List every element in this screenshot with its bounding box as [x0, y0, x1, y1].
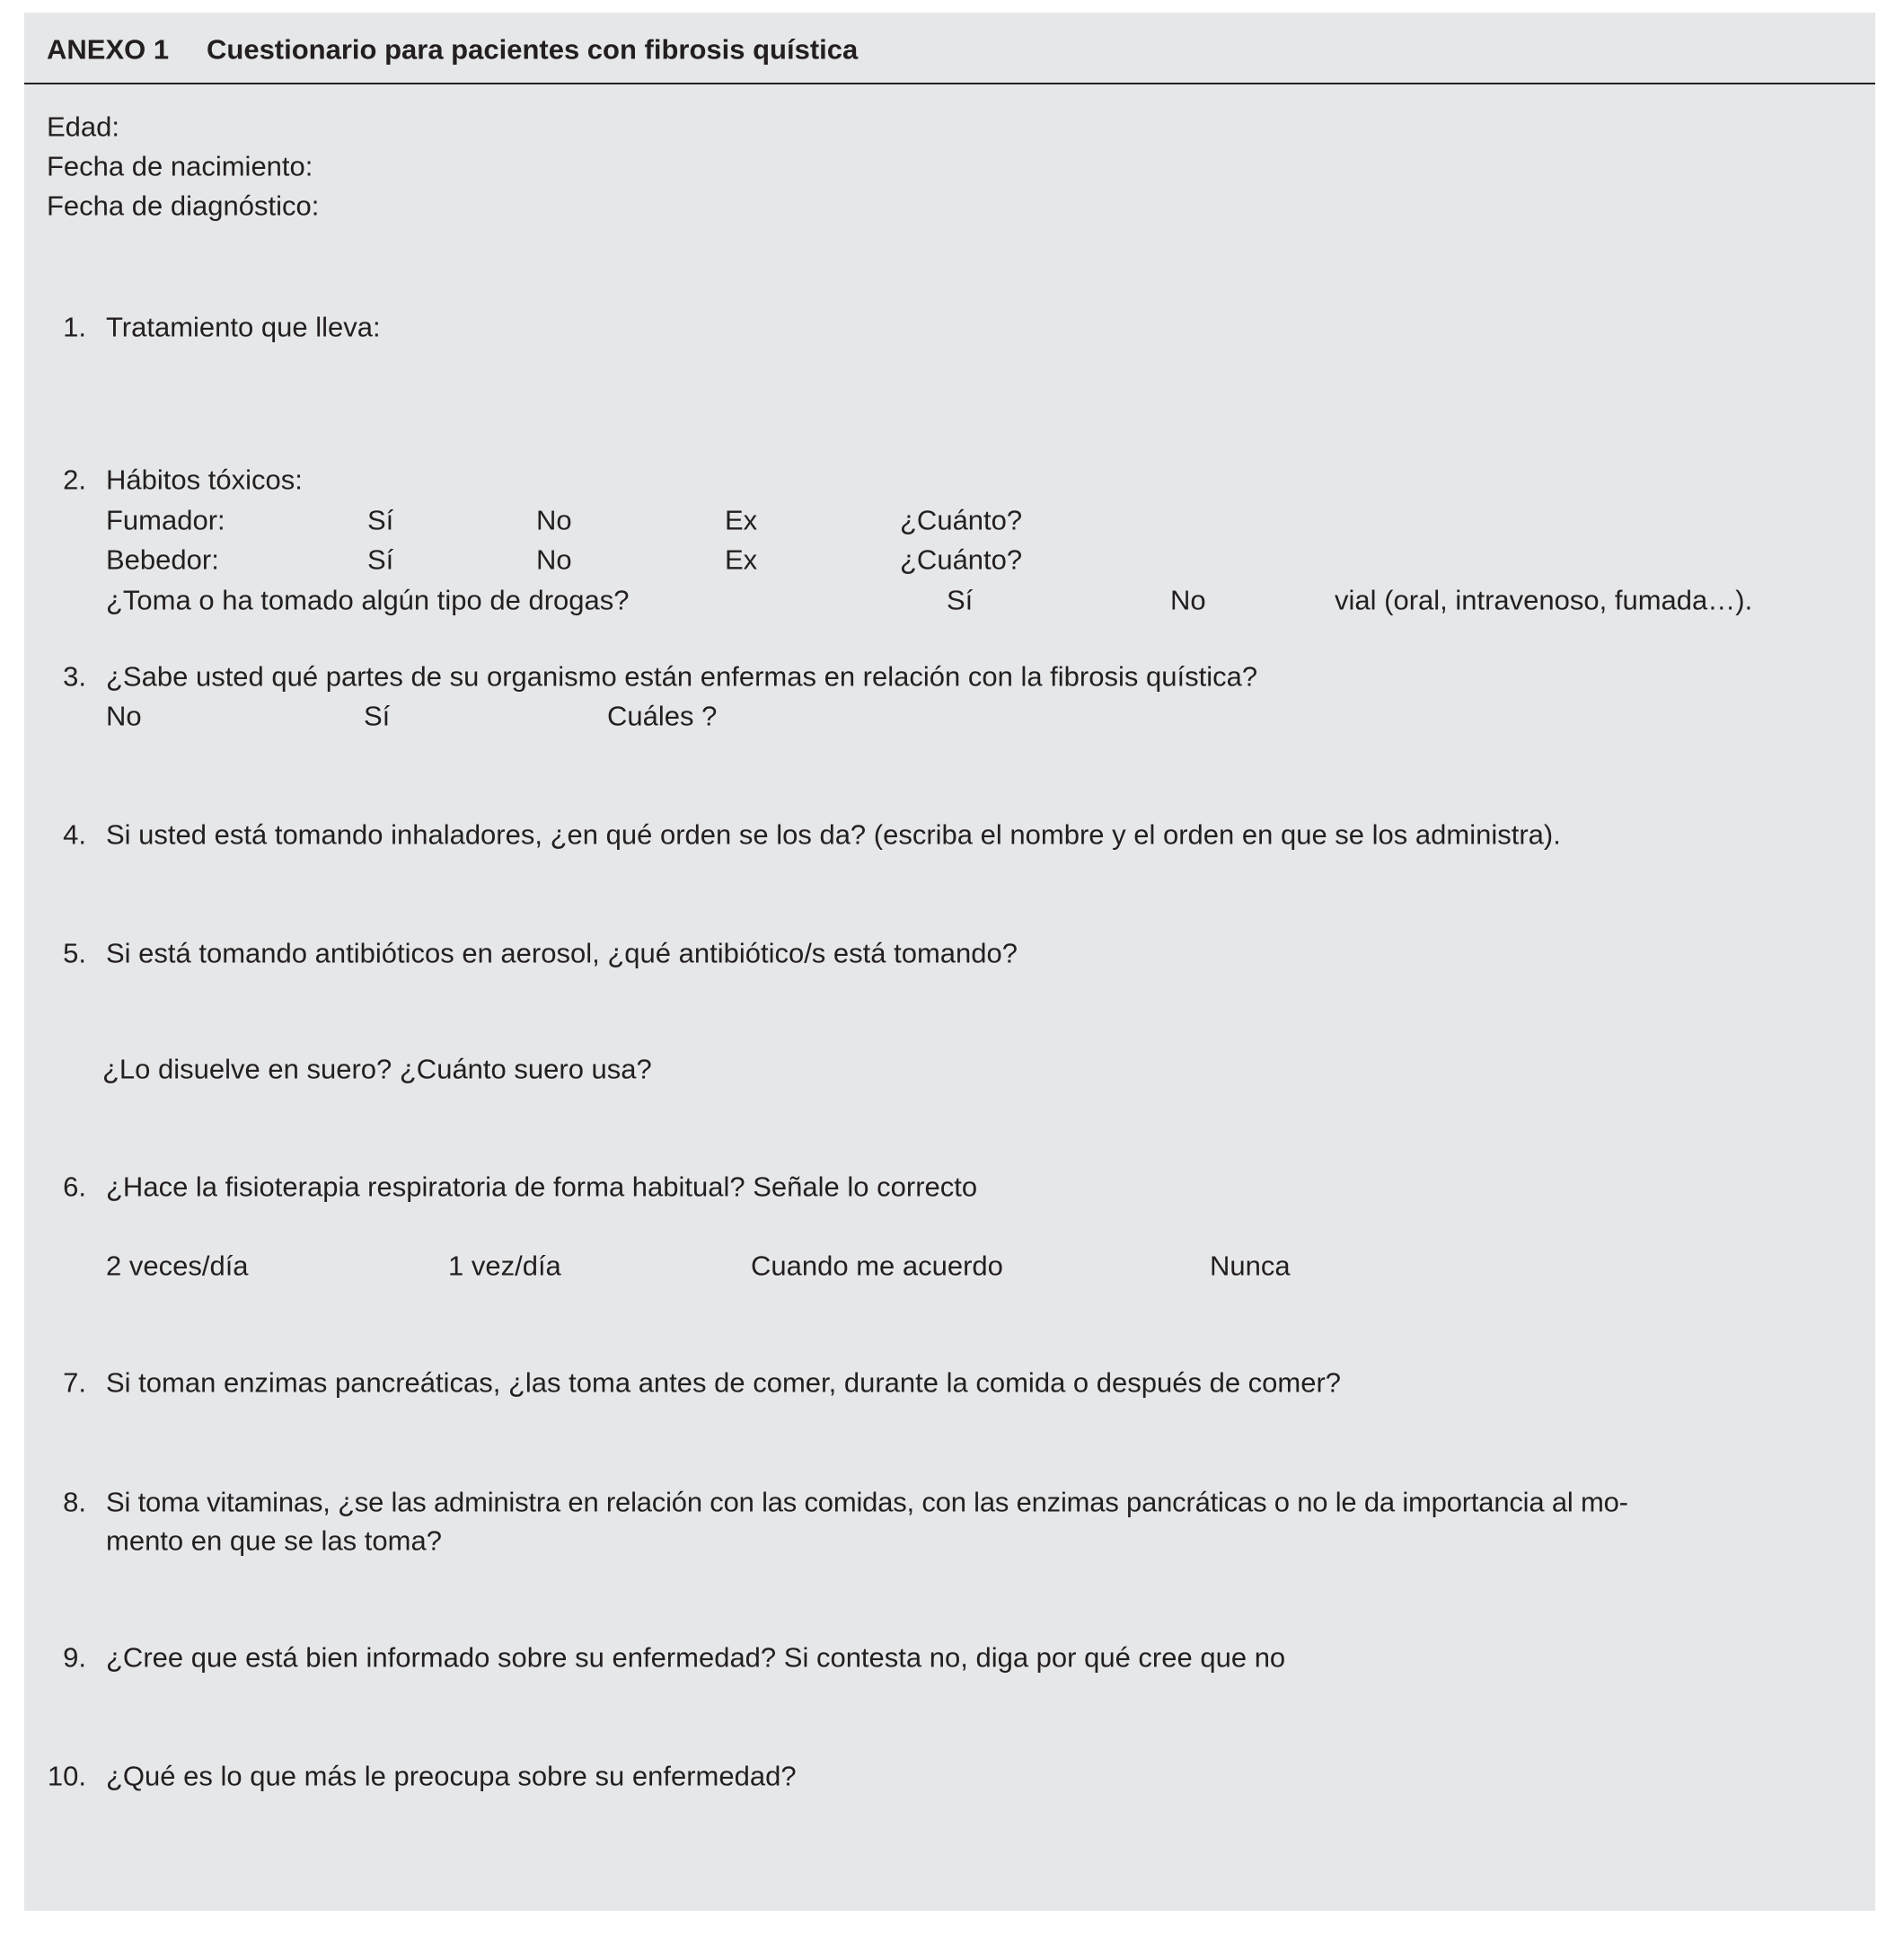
- question-5: Si está tomando antibióticos en aerosol, ¿qué antibiótico/s está tomando?: [106, 937, 1018, 969]
- drinker-label: Bebedor:: [106, 543, 219, 576]
- question-number: 3.: [63, 660, 86, 693]
- question-number: 7.: [63, 1366, 86, 1399]
- q3-which: Cuáles ?: [607, 700, 718, 732]
- question-number: 4.: [63, 818, 86, 851]
- question-4: Si usted está tomando inhaladores, ¿en qué orden se los da? (escriba el nombre y el orden en que se los administra).: [106, 818, 1561, 851]
- question-number: 2.: [63, 464, 86, 496]
- question-5-sub: ¿Lo disuelve en suero? ¿Cuánto suero usa?: [102, 1053, 652, 1085]
- page-title: Cuestionario para pacientes con fibrosis quística: [207, 33, 859, 66]
- field-diagnosis-date: Fecha de diagnóstico:: [47, 190, 320, 222]
- q3-yes: Sí: [364, 700, 391, 732]
- drinker-ex: Ex: [725, 543, 758, 576]
- drugs-route: vial (oral, intravenoso, fumada…).: [1335, 584, 1753, 616]
- question-1: Tratamiento que lleva:: [106, 311, 381, 343]
- annex-label: ANEXO 1: [47, 33, 170, 66]
- smoker-how-much: ¿Cuánto?: [900, 504, 1023, 536]
- question-8-line-1: Si toma vitaminas, ¿se las administra en relación con las comidas, con las enzimas pancráticas o no le da importancia al mo-: [106, 1486, 1628, 1518]
- q6-option: Cuando me acuerdo: [751, 1250, 1003, 1282]
- question-10: ¿Qué es lo que más le preocupa sobre su enfermedad?: [106, 1760, 797, 1792]
- smoker-ex: Ex: [725, 504, 758, 536]
- smoker-no: No: [536, 504, 572, 536]
- field-age: Edad:: [47, 110, 120, 143]
- question-9: ¿Cree que está bien informado sobre su enfermedad? Si contesta no, diga por qué cree que no: [106, 1641, 1286, 1674]
- drinker-no: No: [536, 543, 572, 576]
- q6-option: 1 vez/día: [448, 1250, 561, 1282]
- smoker-label: Fumador:: [106, 504, 225, 536]
- q6-option: Nunca: [1210, 1250, 1291, 1282]
- question-8-line-2: mento en que se las toma?: [106, 1524, 442, 1557]
- question-number: 10.: [47, 1760, 86, 1792]
- drugs-no: No: [1170, 584, 1206, 616]
- drinker-how-much: ¿Cuánto?: [900, 543, 1023, 576]
- question-number: 1.: [63, 311, 86, 343]
- q6-option: 2 veces/día: [106, 1250, 249, 1282]
- field-birth-date: Fecha de nacimiento:: [47, 150, 313, 182]
- drinker-yes: Sí: [367, 543, 394, 576]
- question-6: ¿Hace la fisioterapia respiratoria de forma habitual? Señale lo correcto: [106, 1171, 978, 1203]
- question-3: ¿Sabe usted qué partes de su organismo están enfermas en relación con la fibrosis quística?: [106, 660, 1258, 693]
- smoker-yes: Sí: [367, 504, 394, 536]
- question-number: 9.: [63, 1641, 86, 1674]
- header-divider: [24, 83, 1875, 84]
- q3-no: No: [106, 700, 142, 732]
- question-number: 6.: [63, 1171, 86, 1203]
- question-number: 5.: [63, 937, 86, 969]
- question-number: 8.: [63, 1486, 86, 1518]
- drugs-yes: Sí: [947, 584, 974, 616]
- question-7: Si toman enzimas pancreáticas, ¿las toma antes de comer, durante la comida o después de comer?: [106, 1366, 1342, 1399]
- drugs-question: ¿Toma o ha tomado algún tipo de drogas?: [106, 584, 630, 616]
- question-2: Hábitos tóxicos:: [106, 464, 303, 496]
